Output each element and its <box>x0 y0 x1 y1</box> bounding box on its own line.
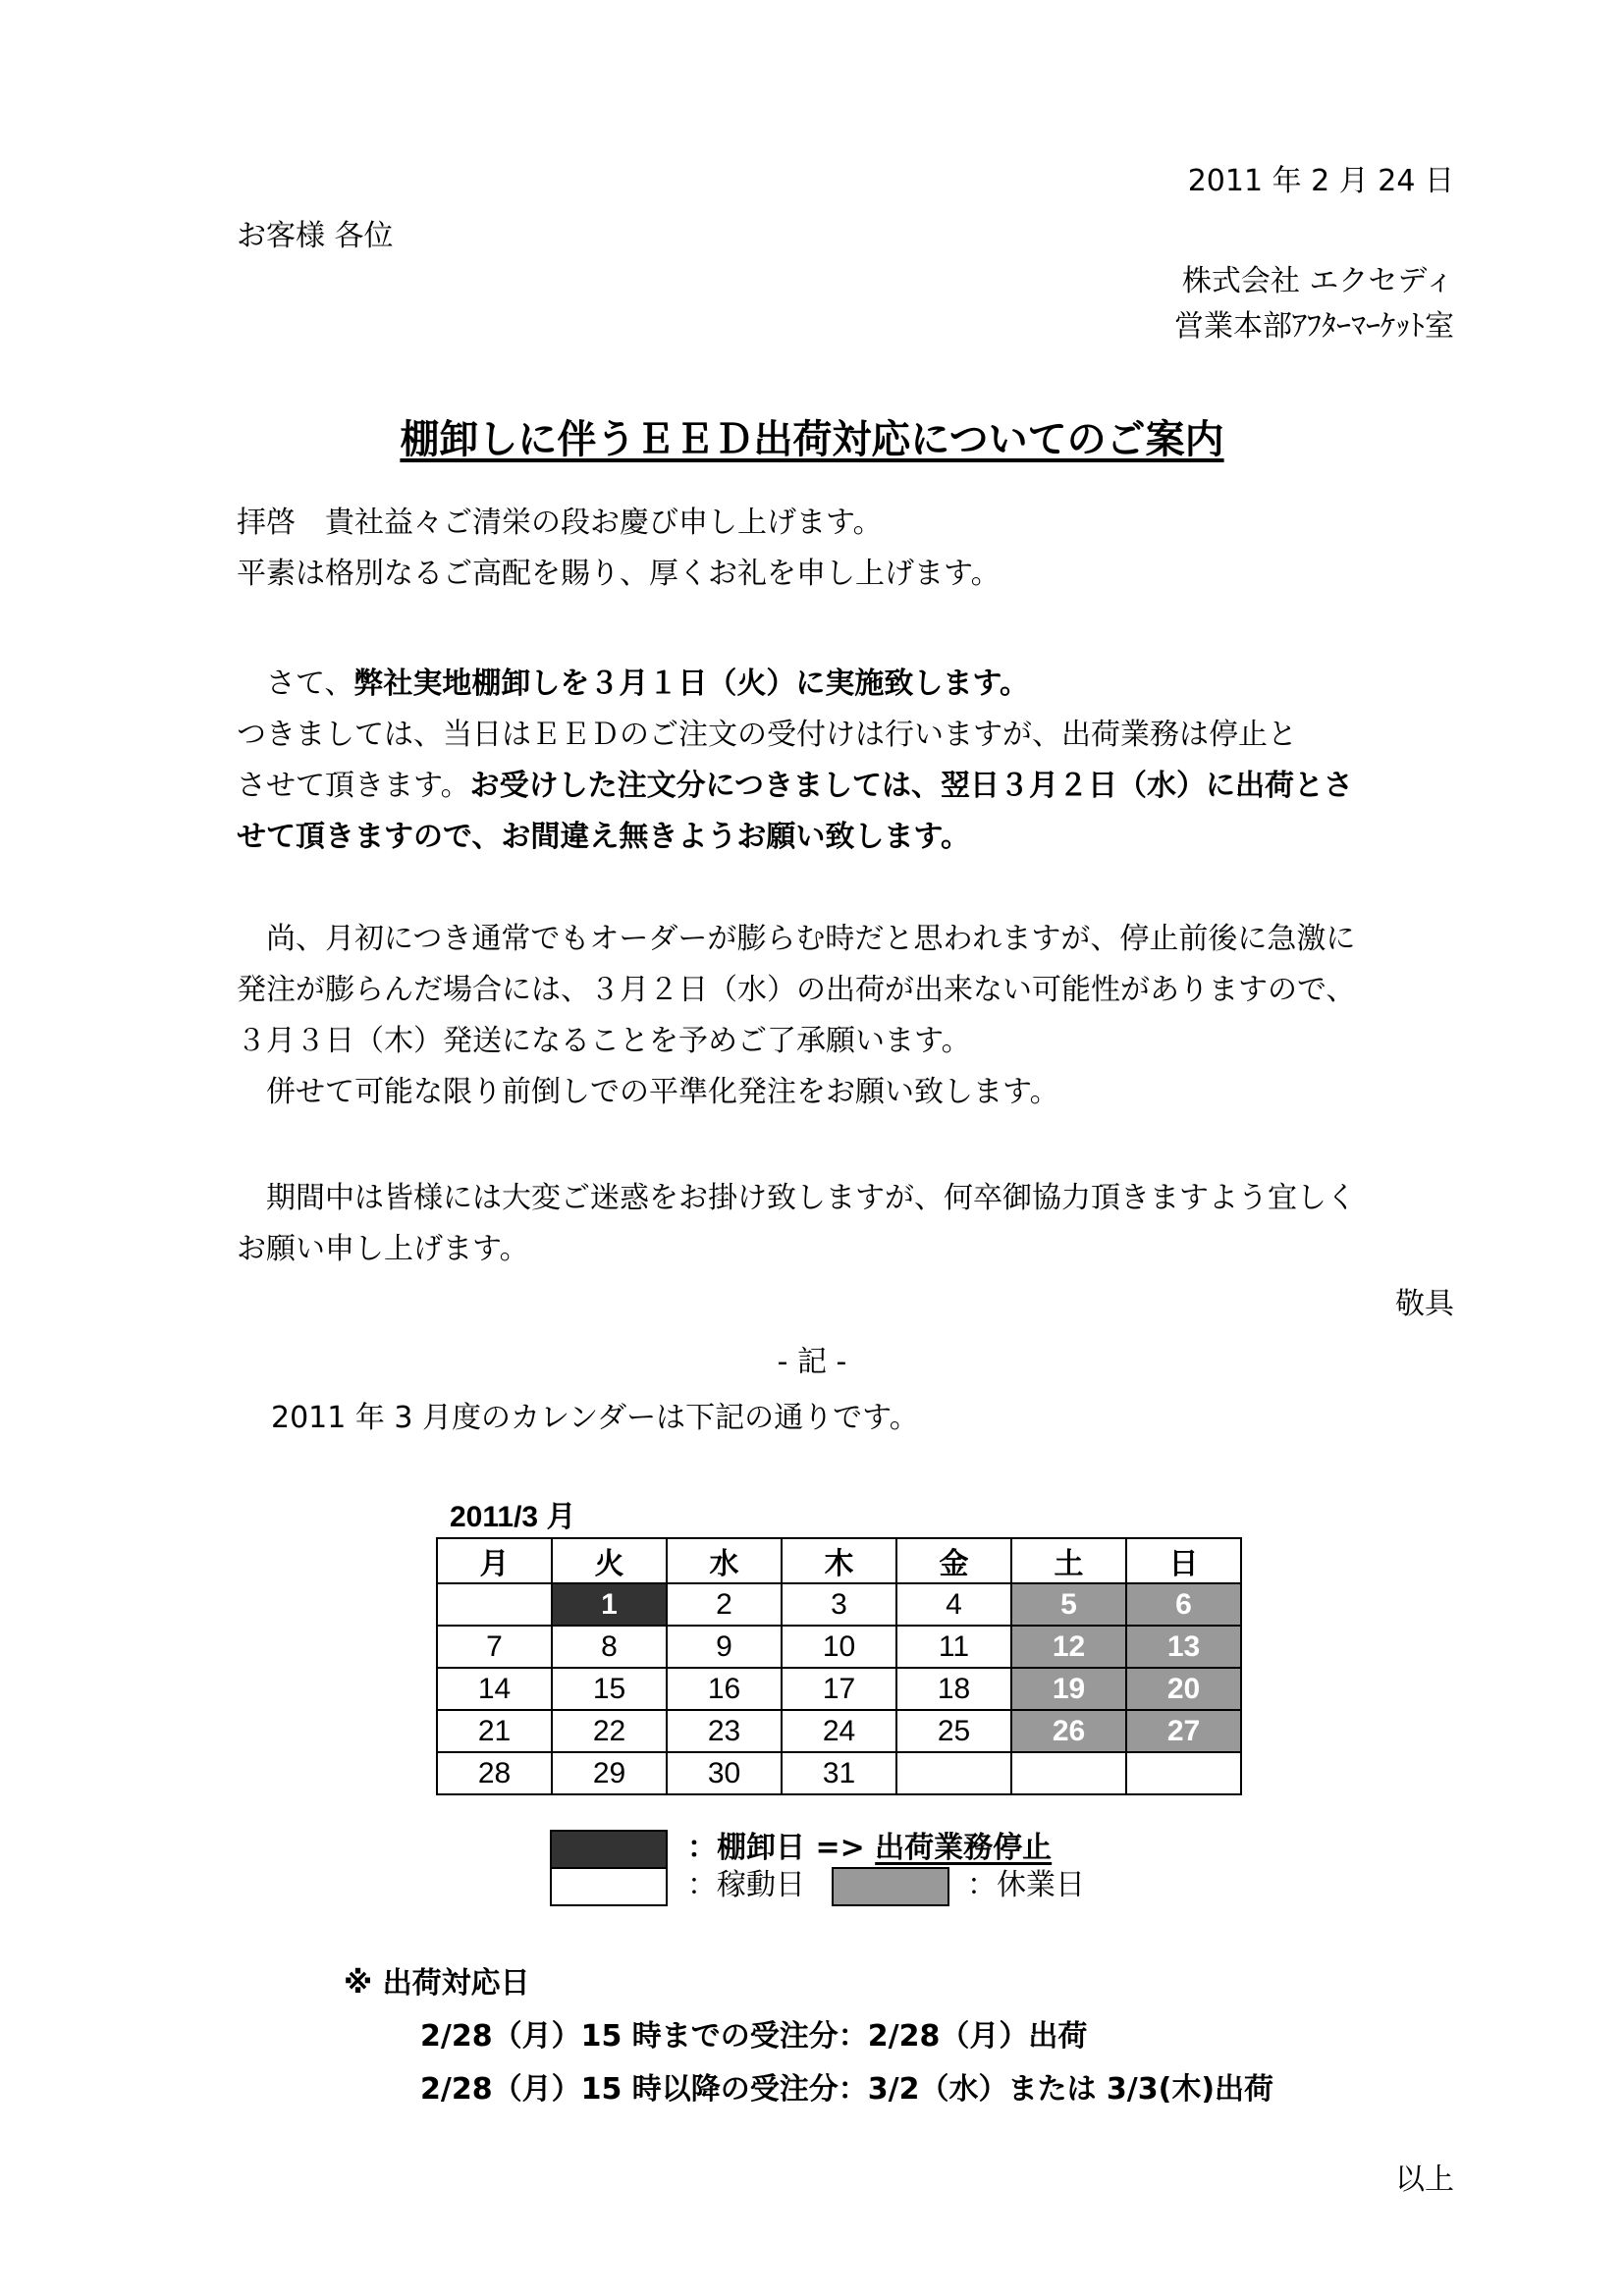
weekday-sun: 日 <box>1126 1538 1241 1583</box>
calendar-day-holiday: 19 <box>1011 1668 1126 1710</box>
paragraph-2-line-2: 発注が膨らんだ場合には、３月２日（水）の出荷が出来ない可能性がありますので、 <box>237 973 1356 1007</box>
weekday-wed: 水 <box>667 1538 782 1583</box>
calendar-day: 23 <box>667 1710 782 1752</box>
weekday-thu: 木 <box>782 1538 896 1583</box>
memo-heading: - 記 - <box>777 1345 847 1379</box>
paragraph-1-line-3 <box>237 768 1353 805</box>
legend-swatch-stocktake <box>550 1830 668 1869</box>
calendar-day-holiday: 27 <box>1126 1710 1241 1752</box>
legend-holiday-label: ：休業日 <box>967 1868 1085 1902</box>
calendar-week-row <box>437 1752 1241 1794</box>
calendar-day-stocktake: 1 <box>552 1583 667 1626</box>
weekday-fri: 金 <box>896 1538 1011 1583</box>
paragraph-2-line-4: 併せて可能な限り前倒しでの平準化発注をお願い致します。 <box>237 1075 1059 1109</box>
paragraph-3-line-2: お願い申し上げます。 <box>237 1232 529 1266</box>
calendar-day <box>896 1752 1011 1794</box>
calendar-day: 30 <box>667 1752 782 1794</box>
calendar-day: 16 <box>667 1668 782 1710</box>
shipping-line-2: 2/28（月）15 時以降の受注分：3/2（水）または 3/3(木)出荷 <box>420 2072 1274 2107</box>
calendar-day: 11 <box>896 1626 1011 1668</box>
calendar-day: 31 <box>782 1752 896 1794</box>
paragraph-1-line-3-bold: お受けした注文分につきましては、翌日３月２日（水）に出荷とさ <box>469 769 1354 803</box>
calendar-day: 22 <box>552 1710 667 1752</box>
paragraph-1-line-4: せて頂きますので、お間違え無きようお願い致します。 <box>237 820 970 854</box>
march-calendar <box>436 1537 1242 1795</box>
calendar-day: 28 <box>437 1752 552 1794</box>
paragraph-1-line-2: つきましては、当日はＥＥＤのご注文の受付けは行いますが、出荷業務は停止と <box>237 718 1297 752</box>
paragraph-3-line-1: 期間中は皆様には大変ご迷惑をお掛け致しますが、何卒御協力頂きますよう宜しく <box>237 1181 1356 1215</box>
department-name: 営業本部ｱﾌﾀｰﾏｰｹｯﾄ室 <box>1174 309 1454 344</box>
calendar-day: 14 <box>437 1668 552 1710</box>
weekday-header-row <box>437 1538 1241 1583</box>
legend-swatch-workday <box>550 1867 668 1906</box>
end-mark: 以上 <box>1395 2163 1454 2197</box>
document-title: 棚卸しに伴うＥＥＤ出荷対応についてのご案内 <box>400 417 1224 462</box>
calendar-week-row <box>437 1583 1241 1626</box>
calendar-day-holiday: 6 <box>1126 1583 1241 1626</box>
legend-stocktake-note: 出荷業務停止 <box>875 1831 1053 1865</box>
calendar-week-row <box>437 1668 1241 1710</box>
calendar-day-holiday: 20 <box>1126 1668 1241 1710</box>
paragraph-2-line-3: ３月３日（木）発送になることを予めご了承願います。 <box>237 1024 971 1058</box>
stocktake-announcement: 弊社実地棚卸しを３月１日（火）に実施致します。 <box>353 667 1030 701</box>
calendar-day: 8 <box>552 1626 667 1668</box>
paragraph-1-line-3-normal: させて頂きます。 <box>237 769 470 803</box>
company-name: 株式会社 エクセディ <box>1181 264 1454 298</box>
legend-swatch-holiday <box>832 1867 949 1906</box>
greeting-line-1: 拝啓 貴社益々ご清栄の段お慶び申し上げます。 <box>237 506 883 540</box>
calendar-week-row <box>437 1710 1241 1752</box>
recipient: お客様 各位 <box>237 219 394 253</box>
shipping-line-1: 2/28（月）15 時までの受注分：2/28（月）出荷 <box>420 2019 1088 2054</box>
calendar-day: 4 <box>896 1583 1011 1626</box>
calendar-day-holiday: 12 <box>1011 1626 1126 1668</box>
calendar-day: 17 <box>782 1668 896 1710</box>
calendar-intro: 2011 年 3 月度のカレンダーは下記の通りです。 <box>271 1401 919 1435</box>
letter-date: 2011 年 2 月 24 日 <box>1187 164 1454 198</box>
paragraph-1-line-1 <box>237 666 1029 703</box>
calendar-day: 29 <box>552 1752 667 1794</box>
calendar-day: 7 <box>437 1626 552 1668</box>
paragraph-2-line-1: 尚、月初につき通常でもオーダーが膨らむ時だと思われますが、停止前後に急激に <box>237 922 1356 956</box>
calendar-caption: 2011/3 月 <box>450 1501 576 1533</box>
calendar-day-holiday: 26 <box>1011 1710 1126 1752</box>
calendar-day: 21 <box>437 1710 552 1752</box>
paragraph-1-prefix: さて、 <box>237 667 354 701</box>
calendar-day: 18 <box>896 1668 1011 1710</box>
shipping-heading: ※ 出荷対応日 <box>344 1966 530 2001</box>
calendar-day: 10 <box>782 1626 896 1668</box>
calendar-day: 3 <box>782 1583 896 1626</box>
weekday-sat: 土 <box>1011 1538 1126 1583</box>
closing-word: 敬具 <box>1395 1287 1454 1321</box>
calendar-day <box>1126 1752 1241 1794</box>
calendar-day: 25 <box>896 1710 1011 1752</box>
calendar-week-row <box>437 1626 1241 1668</box>
calendar-day-holiday: 5 <box>1011 1583 1126 1626</box>
calendar-day <box>437 1583 552 1626</box>
calendar-day: 2 <box>667 1583 782 1626</box>
legend-workday-label: ：稼動日 <box>687 1868 805 1902</box>
weekday-tue: 火 <box>552 1538 667 1583</box>
legend-stocktake-label: ：棚卸日 => <box>687 1831 876 1865</box>
greeting-line-2: 平素は格別なるご高配を賜り、厚くお礼を申し上げます。 <box>237 557 1001 591</box>
calendar-day: 9 <box>667 1626 782 1668</box>
calendar-day-holiday: 13 <box>1126 1626 1241 1668</box>
weekday-mon: 月 <box>437 1538 552 1583</box>
legend-stocktake <box>687 1830 1052 1867</box>
calendar-day: 15 <box>552 1668 667 1710</box>
calendar-day: 24 <box>782 1710 896 1752</box>
calendar-day <box>1011 1752 1126 1794</box>
